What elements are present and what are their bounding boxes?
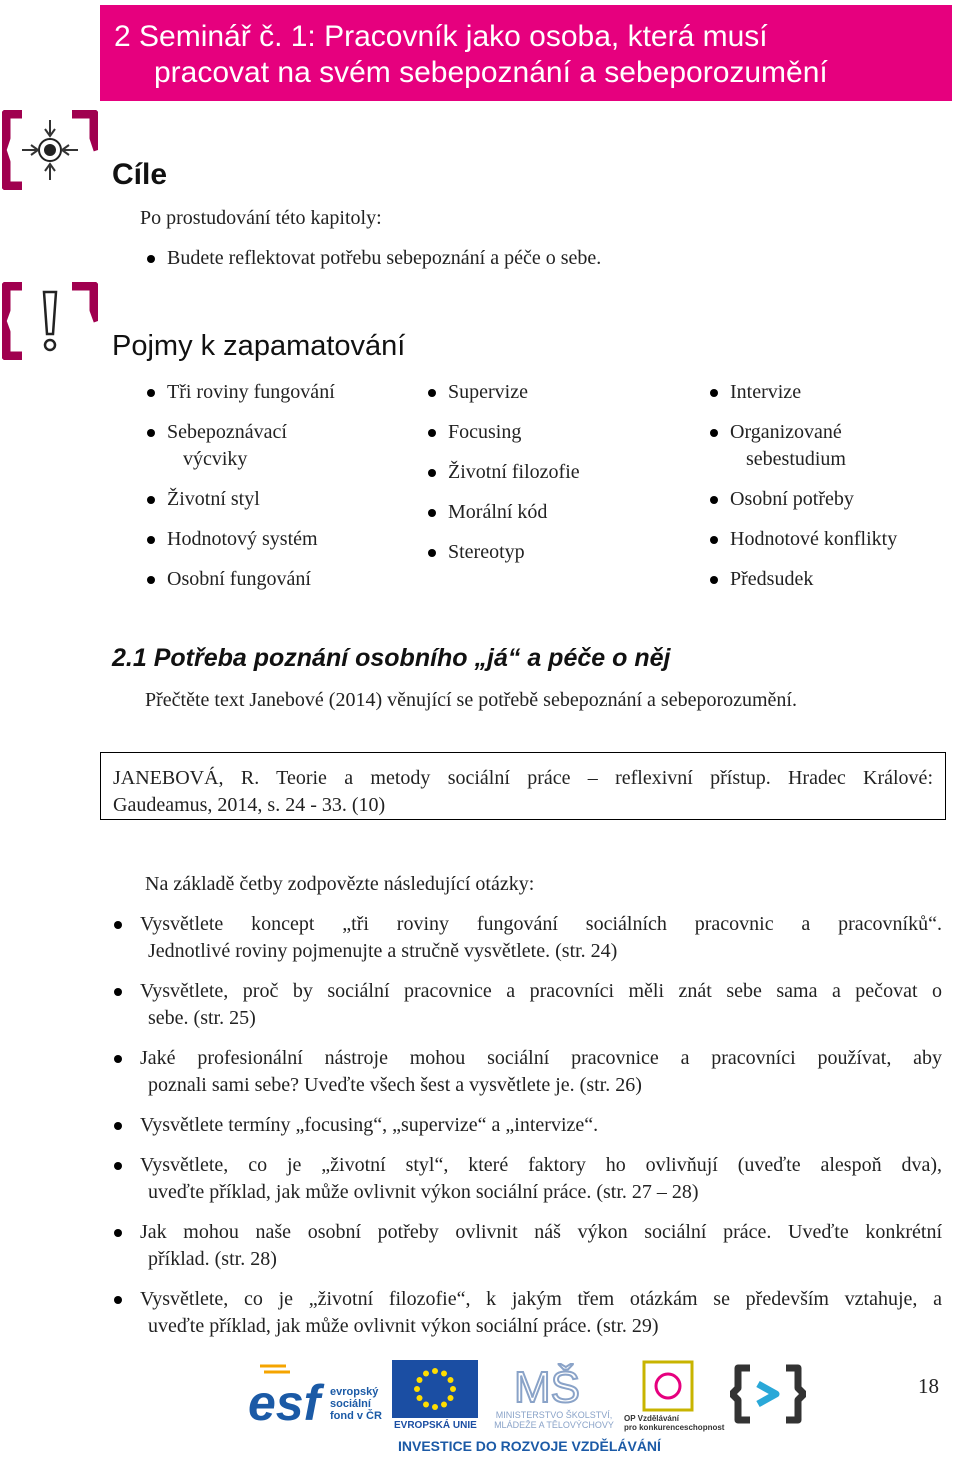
list-item: Životní styl [145, 486, 405, 513]
chapter-title-bar [100, 5, 952, 101]
chapter-title-line1: 2 Seminář č. 1: Pracovník jako osoba, která musí [114, 20, 768, 53]
goals-list [145, 245, 601, 272]
list-item: Jaké profesionální nástroje mohou sociální pracovnice a pracovníci používat, aby poznali sami sebe? Uveďte všech šest a vysvětlete je. (str. 26) [112, 1045, 942, 1099]
eu-label: EVROPSKÁ UNIE [394, 1420, 477, 1431]
reference-box [100, 752, 946, 820]
svg-text:esf: esf [248, 1375, 321, 1430]
reference-line2: Gaudeamus, 2014, s. 24 - 33. (10) [113, 794, 386, 816]
list-item: Vysvětlete koncept „tři roviny fungování sociálních pracovnic a pracovníků“. Jednotlivé roviny pojmenujte a stručně vysvětlete. (str. 24) [112, 911, 942, 965]
footer-slogan: INVESTICE DO ROZVOJE VZDĚLÁVÁNÍ [398, 1438, 661, 1454]
list-item: Předsudek [708, 566, 948, 593]
msmt-text: MINISTERSTVO ŠKOLSTVÍ, MLÁDEŽE A TĚLOVÝCHOVY [494, 1410, 614, 1430]
list-item: Intervize [708, 379, 948, 406]
msmt-logo [502, 1358, 592, 1408]
questions-intro: Na základě četby zodpovězte následující otázky: [145, 873, 535, 895]
goals-heading: Cíle [112, 158, 168, 191]
list-item: Organizované sebestudium [708, 419, 948, 473]
esf-logo [246, 1360, 332, 1430]
goals-intro: Po prostudování této kapitoly: [140, 207, 382, 229]
op-logo [638, 1358, 698, 1414]
terms-column-1 [145, 379, 405, 606]
target-braces-icon [2, 110, 98, 190]
reference-line1: JANEBOVÁ, R. Teorie a metody sociální práce – reflexivní přístup. Hradec Králové: [113, 767, 933, 789]
list-item: Tři roviny fungování [145, 379, 405, 406]
terms-heading: Pojmy k zapamatování [112, 330, 406, 362]
esf-text: evropský sociální fond v ČR [330, 1386, 382, 1422]
list-item: Hodnotové konflikty [708, 526, 948, 553]
exclamation-braces-icon [2, 282, 98, 360]
questions-list [112, 911, 942, 1353]
eu-flag-icon [392, 1360, 478, 1418]
list-item: Osobní fungování [145, 566, 405, 593]
list-item: Hodnotový systém [145, 526, 405, 553]
list-item: Vysvětlete, proč by sociální pracovnice a pracovníci měli znát sebe sama a pečovat o sebe. (str. 25) [112, 978, 942, 1032]
section-heading: 2.1 Potřeba poznání osobního „já“ a péče o něj [112, 644, 671, 672]
list-item: Stereotyp [426, 539, 686, 566]
list-item: Jak mohou naše osobní potřeby ovlivnit náš výkon sociální práce. Uveďte konkrétní příklad. (str. 28) [112, 1219, 942, 1273]
brackets-logo-icon [730, 1364, 806, 1424]
list-item: Životní filozofie [426, 459, 686, 486]
terms-column-3 [708, 379, 948, 606]
chapter-title-line2: pracovat na svém sebepoznání a sebeporozumění [154, 56, 828, 89]
page-number: 18 [918, 1374, 939, 1398]
list-item: Vysvětlete, co je „životní filozofie“, k jakým třem otázkám se především vztahuje, a uveďte příklad, jak může ovlivnit výkon sociální práce. (str. 29) [112, 1286, 942, 1340]
list-item: Morální kód [426, 499, 686, 526]
section-intro: Přečtěte text Janebové (2014) věnující se potřebě sebepoznání a sebeporozumění. [145, 689, 797, 711]
svg-text:MŠ: MŠ [514, 1363, 580, 1408]
list-item: Focusing [426, 419, 686, 446]
list-item: Vysvětlete, co je „životní styl“, které faktory ho ovlivňují (uveďte alespoň dva), uveďte příklad, jak může ovlivnit výkon sociální práce. (str. 27 – 28) [112, 1152, 942, 1206]
op-text: OP Vzdělávání pro konkurenceschopnost [624, 1414, 725, 1432]
terms-column-2 [426, 379, 686, 579]
list-item: Budete reflektovat potřebu sebepoznání a péče o sebe. [145, 245, 601, 272]
list-item: Sebepoznávací výcviky [145, 419, 405, 473]
list-item: Osobní potřeby [708, 486, 948, 513]
list-item: Vysvětlete termíny „focusing“, „supervize“ a „intervize“. [112, 1112, 942, 1139]
list-item: Supervize [426, 379, 686, 406]
footer-logos [240, 1356, 820, 1456]
